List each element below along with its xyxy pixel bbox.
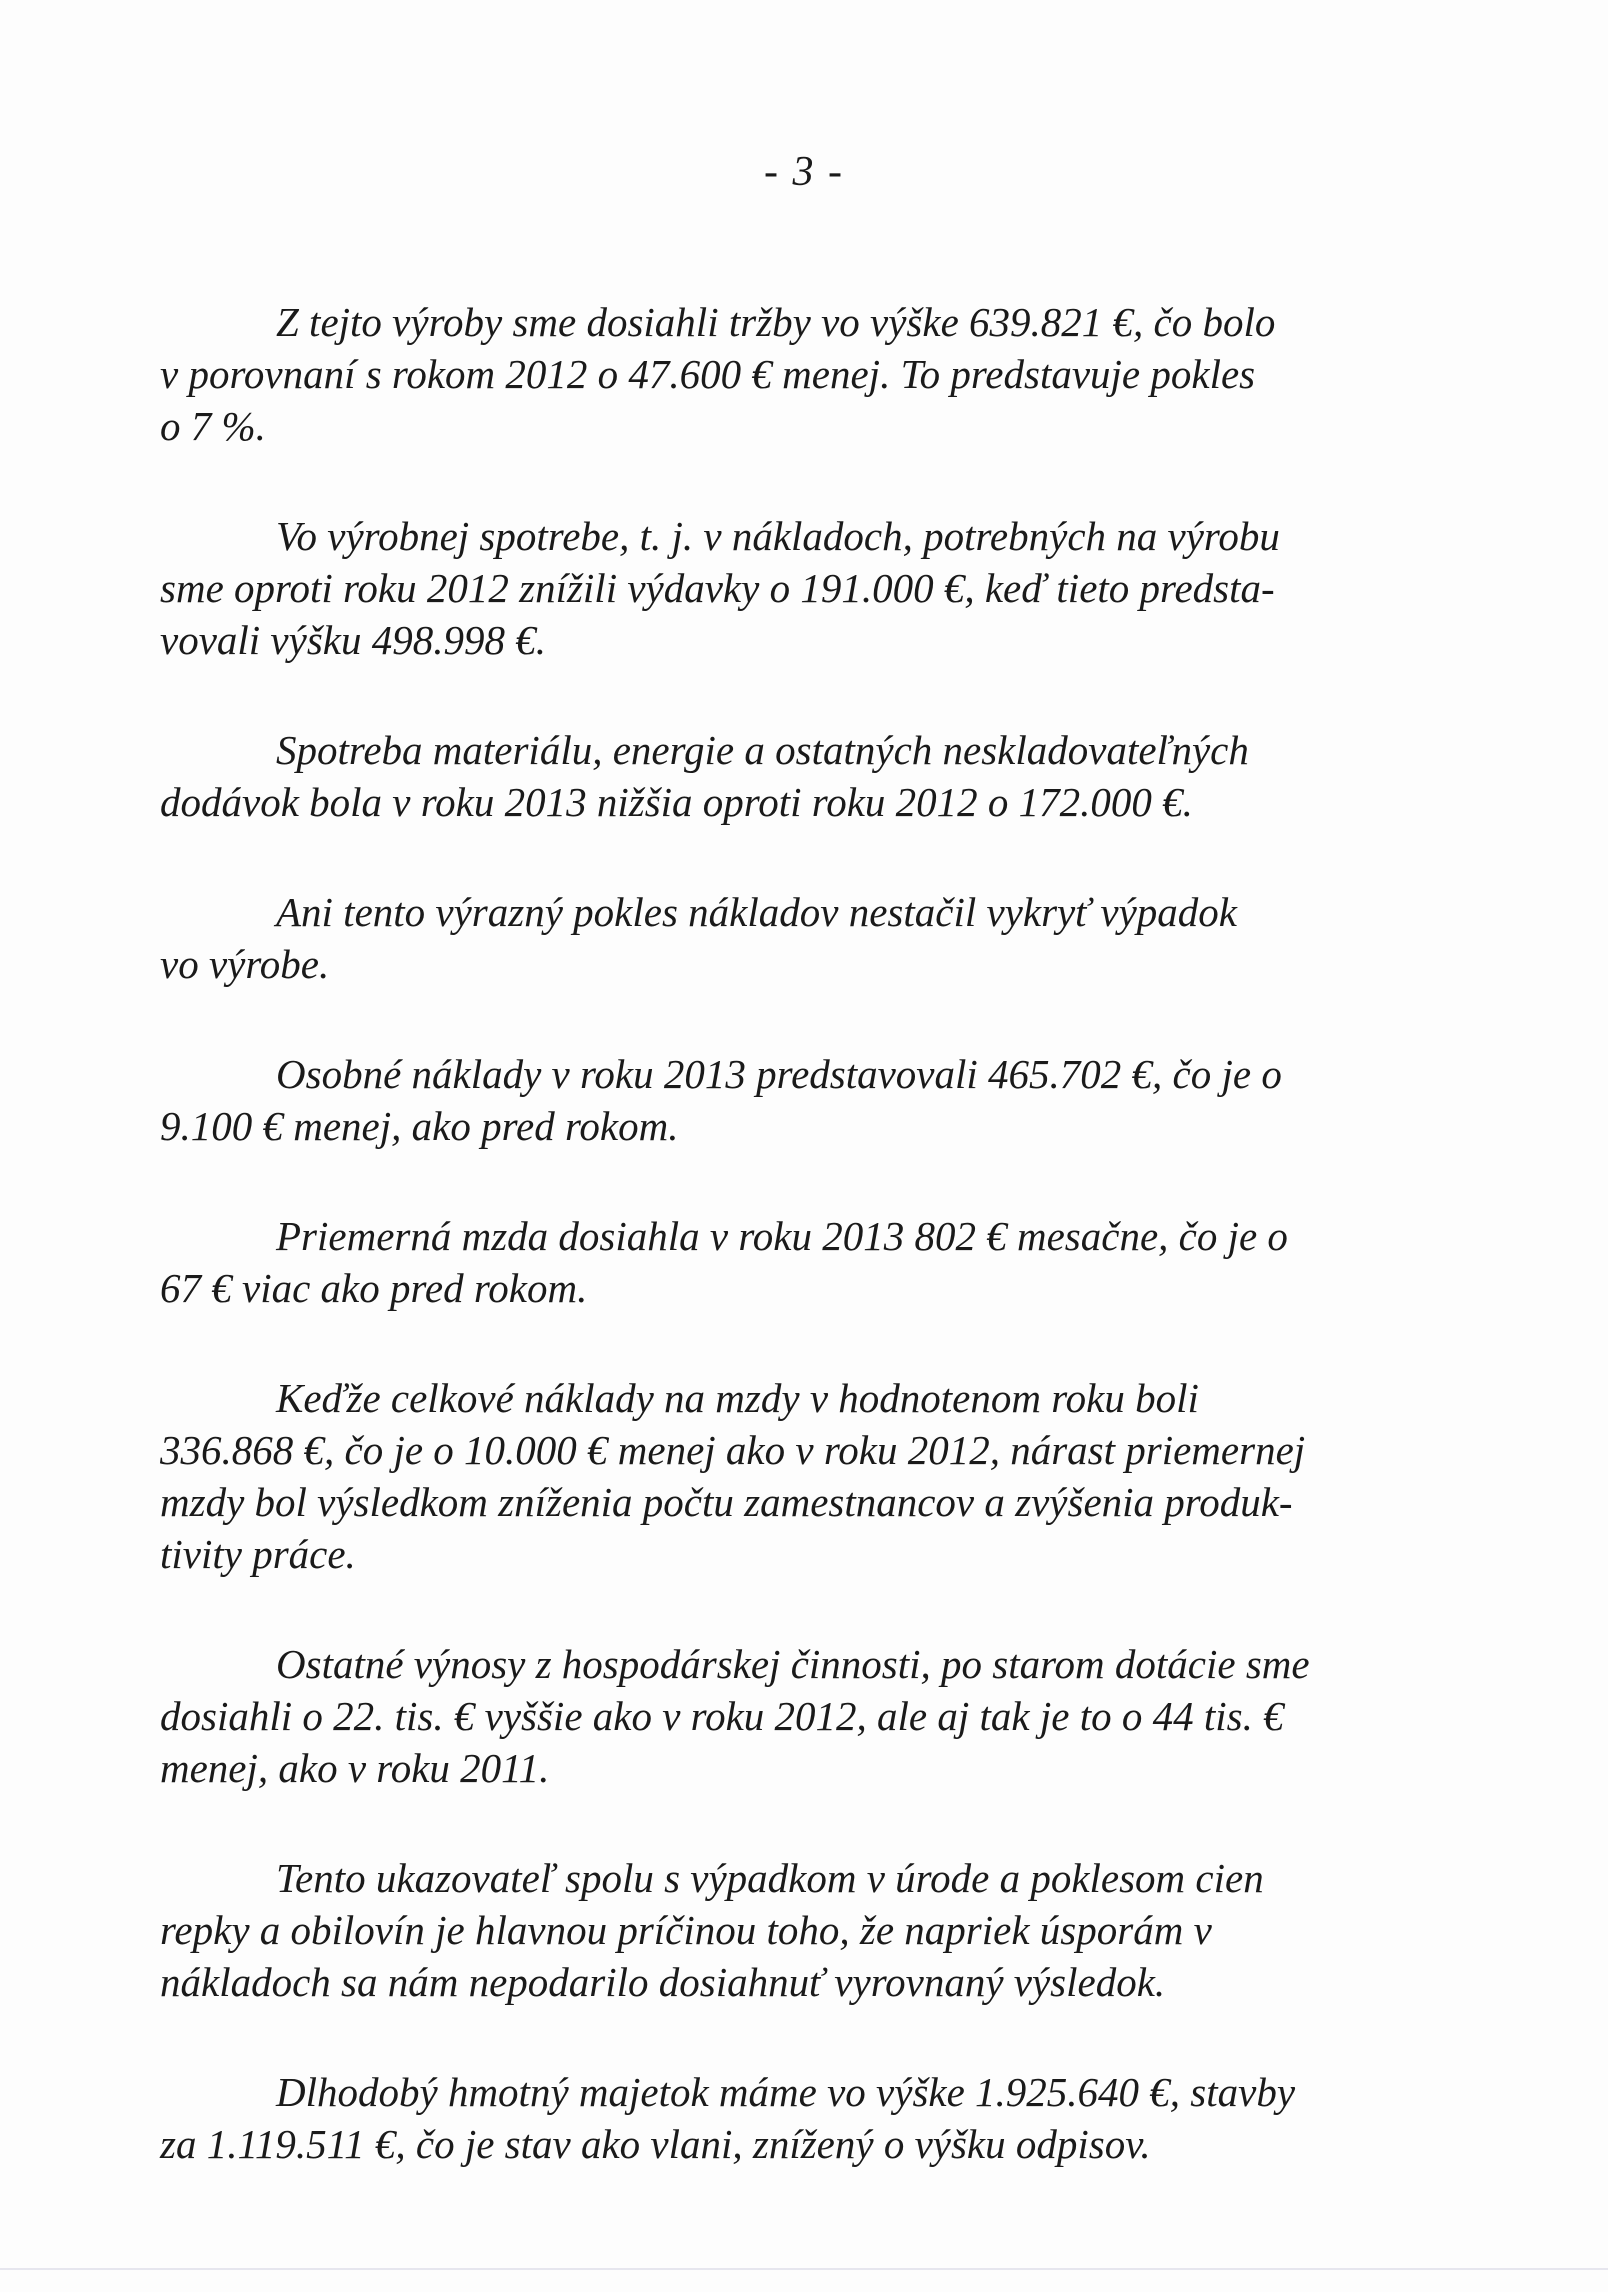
paragraph-personnel-costs	[160, 1048, 1410, 1152]
paragraph-line: 67 € viac ako pred rokom.	[160, 1265, 588, 1311]
document-body	[160, 296, 1410, 2228]
paragraph-line: Osobné náklady v roku 2013 predstavovali 465.702 €, čo je o	[276, 1051, 1282, 1097]
paragraph-line: repky a obilovín je hlavnou príčinou toho, že napriek úsporám v	[160, 1907, 1212, 1953]
paragraph-cost-decline	[160, 886, 1410, 990]
paragraph-line: Ostatné výnosy z hospodárskej činnosti, po starom dotácie sme	[276, 1641, 1310, 1687]
paragraph-other-revenue	[160, 1638, 1410, 1794]
paragraph-line: dodávok bola v roku 2013 nižšia oproti roku 2012 o 172.000 €.	[160, 779, 1193, 825]
paragraph-line: vo výrobe.	[160, 941, 330, 987]
paragraph-line: Tento ukazovateľ spolu s výpadkom v úrode a poklesom cien	[276, 1855, 1264, 1901]
paragraph-line: mzdy bol výsledkom zníženia počtu zamestnancov a zvýšenia produk-	[160, 1479, 1293, 1525]
paragraph-line: Spotreba materiálu, energie a ostatných neskladovateľných	[276, 727, 1249, 773]
paragraph-line: Priemerná mzda dosiahla v roku 2013 802 € mesačne, čo je o	[276, 1213, 1288, 1259]
paragraph-line: za 1.119.511 €, čo je stav ako vlani, znížený o výšku odpisov.	[160, 2121, 1151, 2167]
paragraph-line: dosiahli o 22. tis. € vyššie ako v roku 2012, ale aj tak je to o 44 tis. €	[160, 1693, 1284, 1739]
paragraph-indicator	[160, 1852, 1410, 2008]
paragraph-line: nákladoch sa nám nepodarilo dosiahnuť vyrovnaný výsledok.	[160, 1959, 1166, 2005]
paragraph-line: 9.100 € menej, ako pred rokom.	[160, 1103, 679, 1149]
paragraph-line: Dlhodobý hmotný majetok máme vo výške 1.925.640 €, stavby	[276, 2069, 1296, 2115]
paragraph-material-consumption	[160, 724, 1410, 828]
paragraph-sales	[160, 296, 1410, 452]
paragraph-line: Ani tento výrazný pokles nákladov nestačil vykryť výpadok	[276, 889, 1237, 935]
scan-edge-divider	[0, 2268, 1608, 2270]
paragraph-line: 336.868 €, čo je o 10.000 € menej ako v roku 2012, nárast priemernej	[160, 1427, 1306, 1473]
paragraph-line: menej, ako v roku 2011.	[160, 1745, 550, 1791]
paragraph-fixed-assets	[160, 2066, 1410, 2170]
paragraph-line: vovali výšku 498.998 €.	[160, 617, 546, 663]
paragraph-line: o 7 %.	[160, 403, 266, 449]
paragraph-line: Z tejto výroby sme dosiahli tržby vo výške 639.821 €, čo bolo	[276, 299, 1276, 345]
page-number: - 3 -	[764, 149, 844, 195]
paragraph-line: tivity práce.	[160, 1531, 356, 1577]
paragraph-production-consumption	[160, 510, 1410, 666]
paragraph-line: v porovnaní s rokom 2012 o 47.600 € menej. To predstavuje pokles	[160, 351, 1256, 397]
paragraph-wage-costs	[160, 1372, 1410, 1580]
paragraph-line: sme oproti roku 2012 znížili výdavky o 191.000 €, keď tieto predsta-	[160, 565, 1275, 611]
paragraph-average-wage	[160, 1210, 1410, 1314]
paragraph-line: Keďže celkové náklady na mzdy v hodnotenom roku boli	[276, 1375, 1199, 1421]
paragraph-line: Vo výrobnej spotrebe, t. j. v nákladoch, potrebných na výrobu	[276, 513, 1280, 559]
